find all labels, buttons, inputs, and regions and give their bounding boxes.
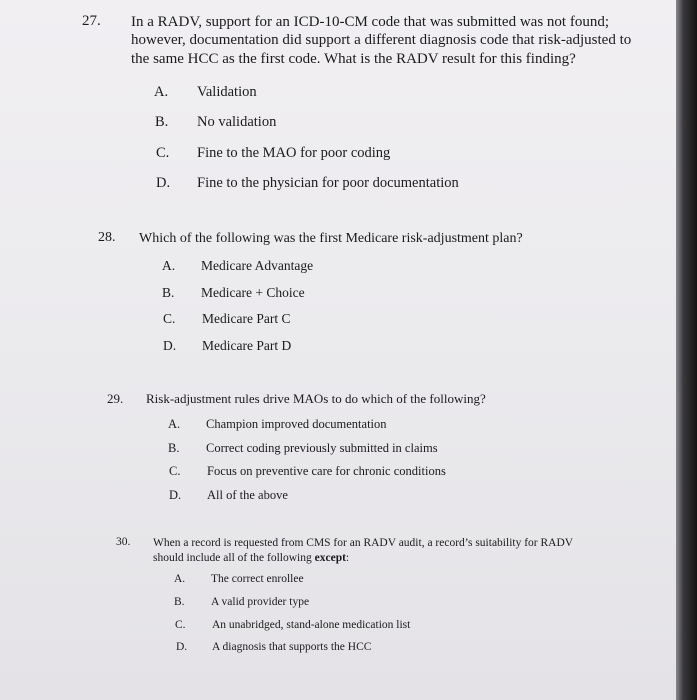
question-text: Which of the following was the first Medicare risk-adjustment plan? [139, 231, 523, 246]
option-text: Medicare Part D [202, 338, 292, 353]
option-letter: C. [156, 145, 170, 161]
option-text: An unabridged, stand-alone medication list [212, 619, 411, 631]
option-text: Medicare Advantage [201, 258, 314, 273]
option-letter: A. [154, 84, 169, 100]
question-text: Risk-adjustment rules drive MAOs to do which of the following? [146, 391, 486, 406]
option-text: A valid provider type [211, 596, 310, 608]
option-letter: B. [174, 596, 185, 608]
option-letter: A. [174, 573, 186, 585]
question-number: 30. [116, 536, 131, 548]
option-text: The correct enrollee [211, 573, 304, 585]
option-text: Medicare + Choice [201, 285, 305, 300]
option-letter: D. [163, 338, 177, 353]
option-text: No validation [197, 114, 277, 130]
option-letter: C. [169, 464, 181, 478]
option-text: Validation [197, 84, 257, 100]
option-text: Focus on preventive care for chronic conditions [207, 464, 446, 478]
question-number: 27. [82, 13, 101, 29]
option-letter: A. [162, 258, 176, 273]
option-letter: D. [176, 641, 188, 653]
option-letter: B. [168, 441, 180, 455]
question-number: 28. [98, 230, 116, 245]
option-text: Correct coding previously submitted in claims [206, 441, 438, 455]
option-letter: D. [169, 488, 182, 502]
option-text: A diagnosis that supports the HCC [212, 641, 372, 653]
question-text: In a RADV, support for an ICD-10-CM code that was submitted was not found; however, documentation did support a different diagnosis code that risk-adjusted to the same HCC as the first code. What is the RADV result for this finding? [131, 14, 632, 67]
page-edge-shadow [676, 0, 697, 700]
question-text [153, 536, 583, 566]
question-text-main: When a record is requested from CMS for an RADV audit, a record’s suitability for RADV should include all of the following [153, 537, 573, 564]
question-number: 29. [107, 391, 124, 406]
option-text: All of the above [207, 488, 288, 502]
option-text: Medicare Part C [202, 311, 291, 326]
option-letter: C. [175, 619, 186, 631]
option-letter: B. [155, 114, 169, 130]
option-letter: D. [156, 175, 171, 191]
option-text: Fine to the MAO for poor coding [197, 145, 391, 161]
question-text-emphasis: except [314, 551, 346, 564]
question-text-end: : [345, 551, 350, 564]
option-letter: B. [162, 285, 175, 300]
option-text: Champion improved documentation [206, 417, 387, 431]
option-letter: C. [163, 311, 176, 326]
option-letter: A. [168, 417, 181, 431]
option-text: Fine to the physician for poor documentation [197, 175, 459, 191]
